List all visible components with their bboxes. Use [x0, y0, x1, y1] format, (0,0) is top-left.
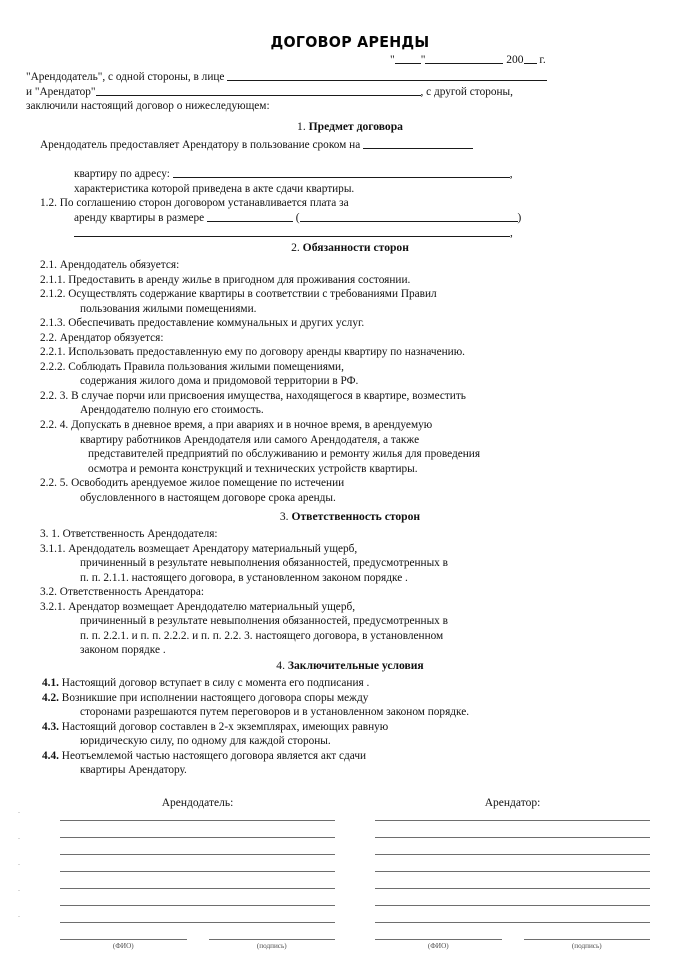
clause-text: Предоставить в аренду жилье в пригодном для проживания состоянии. [68, 273, 411, 286]
name-caption: (ФИО) [112, 942, 134, 950]
sign-rule [524, 939, 651, 940]
preamble-line-1 [26, 70, 547, 85]
landlord-name-field[interactable] [60, 939, 187, 950]
sign-caption: (подпись) [256, 942, 287, 950]
signature-blank-line[interactable] [60, 871, 335, 872]
clause-text: Арендодатель возмещает Арендатору материальный ущерб, [68, 542, 358, 555]
section-1-line-5-text: аренду квартиры в размере [74, 211, 205, 224]
name-rule [60, 939, 187, 940]
clause-number: 4.3. [42, 720, 59, 733]
clause-text: Арендатор обязуется: [59, 331, 164, 344]
clause-number: 2.1.3. [40, 317, 66, 330]
clause-text: Ответственность Арендодателя: [62, 528, 218, 540]
clause-continuation: обусловленного в настоящем договоре срока аренды. [80, 491, 336, 504]
signature-blank-line[interactable] [60, 905, 335, 906]
section-1-heading [0, 120, 700, 133]
clause [40, 331, 480, 346]
clause-number: 3.2. [40, 586, 57, 599]
clause-text: Допускать в дневное время, а при авариях и в ночное время, в арендуемую [71, 419, 433, 432]
rent-amount-words-blank[interactable] [300, 221, 518, 222]
scan-speck [18, 890, 20, 891]
signature-blank-line[interactable] [60, 854, 335, 855]
quote-open: " [390, 54, 395, 66]
section-1-line-6: , [40, 226, 521, 241]
month-blank[interactable] [425, 63, 503, 64]
clause-continuation: причиненный в результате невыполнения обязанностей, предусмотренных в [80, 615, 448, 628]
date-line [390, 54, 575, 66]
clause [40, 527, 448, 542]
clause [40, 258, 480, 273]
clause-continuation: представителей предприятий по обслуживанию и ремонту жилья для проведения [88, 448, 481, 461]
clause [40, 542, 448, 557]
clause [40, 360, 480, 375]
clause-text: Настоящий договор вступает в силу с момента его подписания . [61, 677, 370, 689]
clause-continuation: квартиры Арендатору. [80, 764, 187, 777]
section-2-number: 2. [291, 241, 300, 254]
clause-number: 4.4. [42, 749, 59, 762]
clause-number: 2.2.2. [40, 360, 66, 373]
year-suffix: г. [539, 54, 546, 66]
signature-blank-line[interactable] [375, 820, 650, 821]
clause-text: Обеспечивать предоставление коммунальных и других услуг. [68, 317, 365, 330]
clause-continuation: юридическую силу, по одному для каждой стороны. [80, 735, 331, 748]
clause-continuation: квартиру работников Арендодателя или самого Арендодателя, а также [80, 433, 420, 446]
signature-blank-line[interactable] [60, 837, 335, 838]
signature-blank-line[interactable] [60, 820, 335, 821]
scan-speck [18, 812, 20, 813]
clause [40, 600, 448, 615]
clause-number: 2.2. [40, 331, 57, 344]
clause [42, 720, 469, 735]
clause-number: 3.1.1. [40, 542, 66, 555]
section-2-body [40, 258, 480, 505]
clause-text: Настоящий договор составлен в 2-х экземплярах, имеющих равную [61, 720, 389, 733]
signature-column-tenant [375, 797, 650, 950]
tenant-name-field[interactable] [375, 939, 502, 950]
preamble-line-3: заключили настоящий договор о нижеследующем: [26, 100, 270, 113]
section-3-heading [0, 510, 700, 523]
section-4-heading [0, 659, 700, 672]
clause-number: 2.1. [40, 259, 57, 271]
preamble-line-2 [26, 85, 547, 100]
landlord-signature-label: Арендодатель: [161, 797, 234, 809]
clause-continuation: п. п. 2.2.1. и п. п. 2.2.2. и п. п. 2.2. 3. настоящего договора, в установленном [80, 629, 444, 642]
clause [40, 316, 480, 331]
section-1-number: 1. [297, 120, 306, 133]
clause-continuation: пользования жилыми помещениями. [80, 302, 257, 315]
clause-number: 4.2. [42, 691, 59, 704]
section-1-line-5: аренду квартиры в размере ( ) [74, 211, 522, 224]
signature-blank-line[interactable] [375, 905, 650, 906]
clause-continuation: осмотра и ремонта конструкций и технических устройств квартиры. [88, 462, 418, 475]
clause-text: Арендодатель обязуется: [59, 259, 180, 271]
clause-continuation: п. п. 2.1.1. настоящего договора, в установленном законом порядке . [80, 571, 408, 584]
tenant-sign-field[interactable] [524, 939, 651, 950]
section-2-title: Обязанности сторон [302, 241, 409, 254]
address-blank[interactable] [173, 177, 510, 178]
section-3-title: Ответственность сторон [291, 510, 421, 523]
section-3-number: 3. [279, 510, 289, 523]
clause-number: 2.1.2. [40, 288, 66, 301]
clause [40, 345, 480, 360]
section-4-title: Заключительные условия [287, 659, 424, 672]
clause-text: Возникшие при исполнении настоящего договора споры между [61, 691, 369, 704]
signature-blank-line[interactable] [375, 888, 650, 889]
year-prefix: 200 [506, 54, 524, 66]
clause [42, 749, 469, 764]
scan-speck [18, 916, 20, 917]
section-1-title: Предмет договора [308, 120, 403, 133]
preamble-line-2-text: и "Арендатор" [26, 85, 96, 98]
landlord-rep-blank[interactable] [227, 80, 547, 81]
term-blank[interactable] [363, 148, 473, 149]
clause-number: 2.2. 5. [40, 477, 69, 490]
tenant-signature-label: Арендатор: [484, 797, 541, 809]
clause [40, 273, 480, 288]
clause [40, 389, 480, 404]
document-title: ДОГОВОР АРЕНДЫ [270, 33, 430, 51]
signature-blank-line[interactable] [375, 922, 650, 923]
signature-blank-line[interactable] [375, 837, 650, 838]
rent-amount-blank[interactable] [207, 221, 293, 222]
signature-final-row [60, 939, 335, 950]
clause-continuation: сторонами разрешаются путем переговоров и в установленном законом порядке. [80, 706, 470, 719]
clause-continuation: законом порядке . [80, 644, 166, 657]
preamble-line-2-tail: , с другой стороны, [420, 85, 513, 98]
clause [40, 585, 448, 600]
clause-number: 3.2.1. [40, 600, 66, 613]
clause-number: 4.1. [42, 677, 59, 689]
clause-text: В случае порчи или присвоения имущества, находящегося в квартире, возместить [71, 389, 466, 402]
clause-text: Неотъемлемой частью настоящего договора является акт сдачи [61, 749, 367, 762]
clause-number: 2.2.1. [40, 346, 66, 359]
name-rule [375, 939, 502, 940]
scan-speck [18, 838, 20, 839]
clause-text: Арендатор возмещает Арендодателю материальный ущерб, [68, 600, 356, 613]
sign-rule [209, 939, 336, 940]
tenant-name-blank[interactable] [96, 95, 421, 96]
section-1-body [40, 138, 521, 240]
clause [40, 287, 480, 302]
clause-number: 3. 1. [40, 528, 60, 540]
section-4-body [42, 676, 469, 778]
day-blank[interactable] [395, 63, 421, 64]
section-3-body [40, 527, 448, 658]
clause-number: 2.1.1. [40, 273, 66, 286]
preamble [26, 70, 547, 114]
quote-close: " [420, 54, 426, 66]
section-1-line-3: характеристика которой приведена в акте сдачи квартиры. [74, 182, 355, 195]
landlord-sign-field[interactable] [209, 939, 336, 950]
clause-text: Освободить арендуемое жилое помещение по истечении [71, 477, 345, 490]
clause-continuation: Арендодателю полную его стоимость. [80, 404, 264, 417]
section-1-line-1 [40, 138, 521, 153]
clause-number: 2.2. 4. [40, 419, 69, 432]
section-1-line-4: 1.2. По соглашению сторон договором устанавливается плата за [40, 197, 349, 210]
section-4-number: 4. [276, 659, 285, 672]
clause [40, 418, 480, 433]
clause-continuation: причиненный в результате невыполнения обязанностей, предусмотренных в [80, 557, 448, 570]
clause [42, 676, 469, 691]
section-2-heading [0, 241, 700, 254]
clause-text: Ответственность Арендатора: [59, 586, 204, 599]
signature-blank-line[interactable] [60, 888, 335, 889]
signature-column-landlord [60, 797, 335, 950]
clause-text: Осуществлять содержание квартиры в соответствии с требованиями Правил [68, 288, 437, 301]
signature-final-row [375, 939, 650, 950]
clause [40, 476, 480, 491]
rent-amount-words-blank-2[interactable] [74, 236, 510, 237]
clause-text: Соблюдать Правила пользования жилыми помещениями, [68, 360, 344, 373]
section-1-line-2-text: квартиру по адресу: [74, 168, 170, 181]
clause [42, 691, 469, 706]
year-blank[interactable] [524, 63, 537, 64]
signature-blank-line[interactable] [375, 854, 650, 855]
clause-continuation: содержания жилого дома и придомовой территории в РФ. [80, 375, 359, 388]
clause-text: Использовать предоставленную ему по договору аренды квартиру по назначению. [68, 346, 465, 359]
sign-caption: (подпись) [571, 942, 602, 950]
signature-blank-line[interactable] [60, 922, 335, 923]
name-caption: (ФИО) [427, 942, 449, 950]
preamble-line-1-text: "Арендодатель", с одной стороны, в лице [26, 71, 225, 83]
section-1-line-1-text: Арендодатель предоставляет Арендатору в пользование сроком на [40, 139, 361, 151]
clause-number: 2.2. 3. [40, 389, 69, 402]
section-1-line-2: квартиру по адресу: , [74, 168, 513, 181]
scan-speck [18, 864, 20, 865]
signature-blank-line[interactable] [375, 871, 650, 872]
